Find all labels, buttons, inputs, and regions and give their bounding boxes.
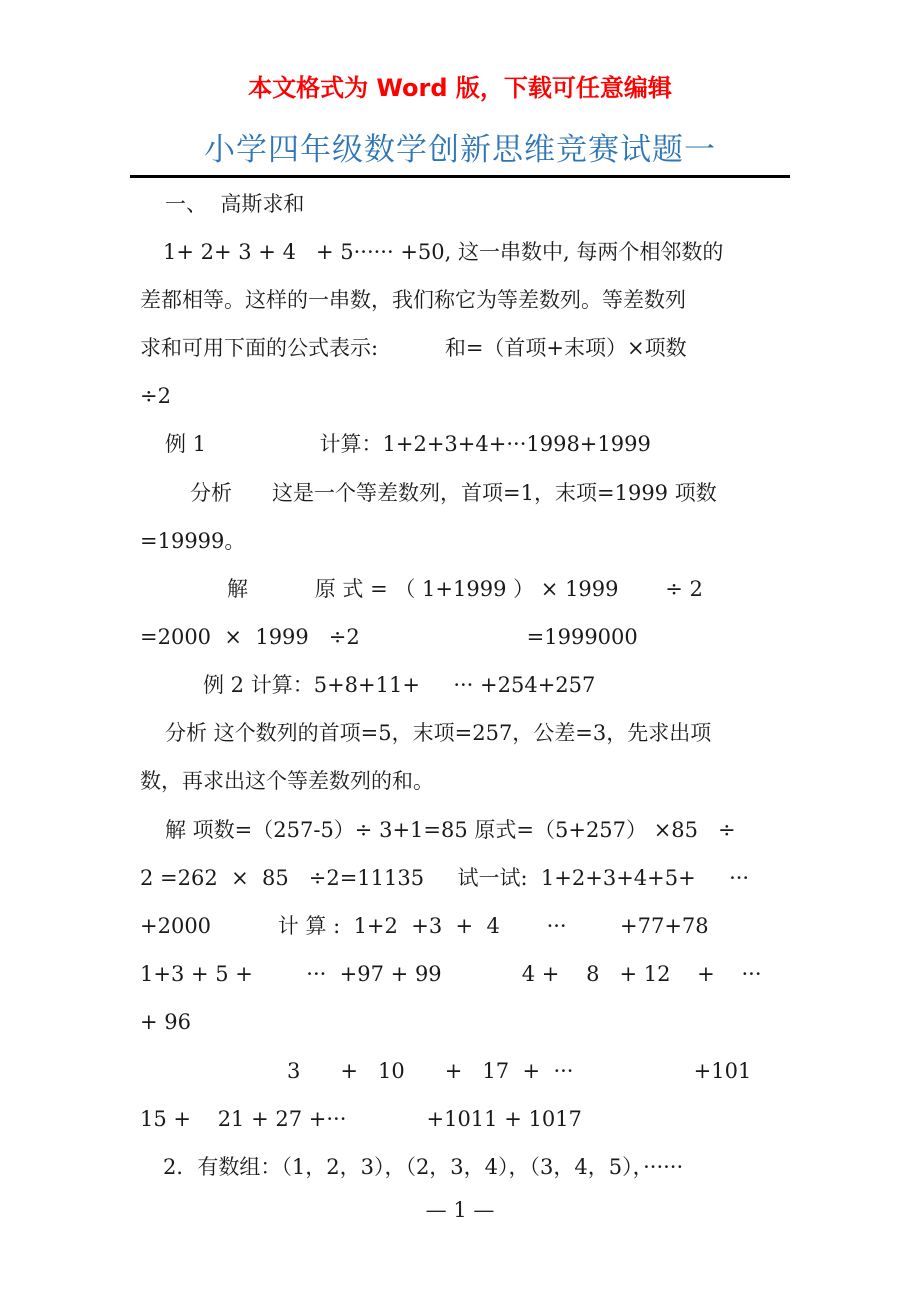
paragraph-line: 1+ 2+ 3 + 4 + 5······ +50, 这一串数中, 每两个相邻数的 (163, 240, 724, 264)
solution-line: 解 原 式 = （ 1+1999 ） × 1999 ÷ 2 (227, 577, 703, 601)
document-title: 小学四年级数学创新思维竞赛试题一 (204, 132, 716, 168)
formula-line: ÷2 (140, 384, 171, 408)
exercise-line: + 96 (140, 1010, 191, 1034)
title-divider (130, 175, 790, 178)
word-format-banner: 本文格式为 Word 版，下载可任意编辑 (248, 74, 672, 102)
analysis-line: =19999。 (140, 529, 246, 553)
example-2-line: 例 2 计算：5+8+11+ ··· +254+257 (203, 673, 596, 697)
formula-line: 求和可用下面的公式表示: 和=（首项+末项）×项数 (140, 336, 687, 360)
exercise-line: 3 + 10 + 17 + ··· +101 (287, 1059, 752, 1083)
solution-line: =2000 × 1999 ÷2 =1999000 (140, 625, 638, 649)
page-number: — 1 — (425, 1198, 495, 1222)
exercise-line: +2000 计 算 : 1+2 +3 + 4 ··· +77+78 (140, 914, 709, 938)
solution-line: 2 =262 × 85 ÷2=11135 试一试: 1+2+3+4+5+ ··· (140, 866, 750, 890)
analysis-line: 分析 这是一个等差数列，首项=1，末项=1999 项数 (190, 481, 717, 505)
section-heading-gauss-sum: 一、 高斯求和 (165, 192, 305, 216)
analysis-line: 分析 这个数列的首项=5，末项=257，公差=3，先求出项 (165, 721, 712, 745)
analysis-line: 数，再求出这个等差数列的和。 (140, 769, 434, 793)
solution-line: 解 项数=（257-5）÷ 3+1=85 原式=（5+257） ×85 ÷ (165, 818, 736, 842)
example-1-line: 例 1 计算：1+2+3+4+···1998+1999 (165, 432, 651, 456)
exercise-line: 1+3 + 5 + ··· +97 + 99 4 + 8 + 12 + ··· (140, 962, 762, 986)
paragraph-line: 差都相等。这样的一串数，我们称它为等差数列。等差数列 (140, 288, 686, 312)
question-2-line: 2．有数组：（1，2，3），（2，3，4），（3，4，5），······ (163, 1155, 684, 1179)
exercise-line: 15 + 21 + 27 +··· +1011 + 1017 (140, 1107, 582, 1131)
